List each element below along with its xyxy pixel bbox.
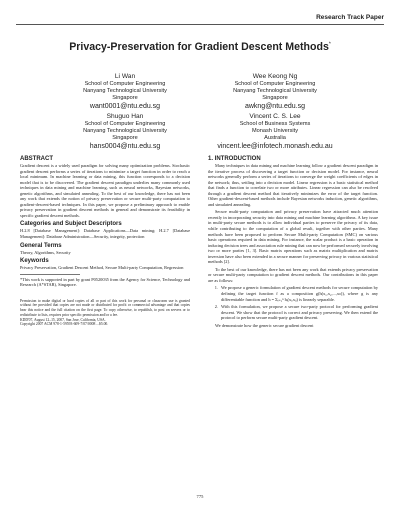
author-block: [40, 73, 210, 111]
left-column: [20, 155, 190, 327]
author-name: Shuguo Han: [106, 113, 144, 120]
funding-footnote: *This work is supported in part by grant P0520035 from the Agency for Science, Technology and Research (A*STAR), Singapore.: [20, 276, 190, 288]
item-number: 1.: [214, 285, 218, 291]
author-block: [190, 73, 360, 111]
author-dept: School of Computer Engineering: [84, 81, 166, 87]
author-name: Wee Keong Ng: [252, 73, 298, 80]
author-country: Australia: [264, 135, 286, 141]
author-email: vincent.lee@infotech.monash.edu.au: [217, 143, 333, 150]
author-email: hans0004@ntu.edu.sg: [89, 143, 161, 150]
author-block: [40, 113, 210, 151]
permission-notice: Permission to make digital or hard copies of all or part of this work for personal or classroom use is granted without fee provided that copies are not made or distributed for profit or commercial advantage and that copies bear this notice and the full citation on the first page. To copy otherwise, to republish, to post on servers or to redistribute to lists, requires prior specific permission and/or a fee.: [20, 298, 190, 317]
intro-paragraph-3: To the best of our knowledge, there has not been any work that extends privacy preservation or secure multi-party computation to gradient descent methods. Our contributions in this paper are as follows:: [208, 266, 378, 283]
item-number: 2.: [214, 304, 218, 310]
item-text: We propose a generic formulation of gradient descent methods for secure computation by defining the target function f as a composition g(h(x₁,x₂,...,xₙ)), where g is any differentiable function and h = Σᵢ₌₁ⁿ hᵢ(xᵢ,xᵢᵢ) is linearly separable.: [221, 285, 378, 302]
author-org: Nanyang Technological University: [83, 128, 167, 134]
terms-text: Theory, Algorithms, Security: [20, 249, 71, 255]
categories-heading: Categories and Subject Descriptors: [20, 221, 122, 228]
abstract-heading: ABSTRACT: [20, 156, 53, 162]
author-block: [190, 113, 360, 151]
author-dept: School of Computer Engineering: [84, 121, 166, 127]
contribution-item: [208, 285, 378, 302]
intro-paragraph-4: We demonstrate how the generic secure gradient descent: [215, 322, 314, 328]
author-dept: School of Business Systems: [239, 121, 311, 127]
paper-title: [0, 41, 400, 53]
keywords-heading: Keywords: [20, 258, 49, 265]
author-name: Li Wan: [114, 73, 136, 80]
author-name: Vincent C. S. Lee: [249, 113, 301, 120]
permission-block: [20, 299, 190, 327]
author-org: Nanyang Technological University: [83, 88, 167, 94]
page-number: 775: [196, 494, 204, 499]
author-country: Singapore: [112, 95, 138, 101]
right-column: [208, 155, 378, 330]
track-label: Research Track Paper: [316, 14, 384, 21]
item-text: With this formulation, we propose a secure two-party protocol for performing gradient descent. We show that the protocol is correct and privacy preserving. We then extend the protocol to perform secure multi-party gradient descent.: [221, 304, 378, 321]
author-country: Singapore: [262, 95, 288, 101]
keywords-text: Privacy Preservation, Gradient Descent Method, Secure Multi-party Computation, Regression: [20, 265, 184, 271]
intro-paragraph-2: Secure multi-party computation and privacy preservation have attracted much attention recently in incorporating security into data mining and machine learning algorithms. A key issue in multi-party secure methods is to allow individual parties to preserve the privacy of its data, while contributing to the computation of a global result, together with other parties. Many methods have been proposed to perform Secure Multi-party Computation (SMC) on various basic operations required in data mining. For instance, the scalar product is a basic operation in inducing decision trees and association rule mining that can now be performed securely involving two or more parties [1, 3]. Basic matrix operations such as matrix multiplication and matrix inversion have also been extended in a secure manner for preserving privacy in various statistical methods [2].: [208, 209, 378, 265]
conference-line: KDD'07, August 12–15, 2007, San Jose, California, USA.: [20, 317, 106, 322]
abstract-text: Gradient descent is a widely used paradigm for solving many optimization problems. Stochastic gradient descent performs a series of iterations to minimize a target function in order to reach a local minimum. In machine learning or data mining, this function corresponds to a decision model that is to be discovered. The gradient descent paradigm underlies many commonly used techniques in data mining and machine learning, such as neural networks, Bayesian networks, genetic algorithms, and simulated annealing. To the best of our knowledge, there has not been any work that extends the notion of privacy preservation or secure multi-party computation to gradient-descent-based techniques. In this paper, we propose a preliminary approach to enable privacy preservation in gradient descent methods in general and demonstrate its feasibility in specific gradient descent methods.: [20, 163, 190, 218]
categories-text: H.2.8 [Database Management]: Database Applications—Data mining; H.2.7 [Database Management]: Database Administration—Security, integrity, protection: [20, 228, 190, 240]
author-country: Singapore: [112, 135, 138, 141]
title-text: Privacy-Preservation for Gradient Descent Methods: [69, 41, 329, 53]
contribution-item: [208, 304, 378, 321]
terms-heading: General Terms: [20, 242, 62, 249]
title-footnote-mark: *: [328, 41, 331, 48]
author-email: awkng@ntu.edu.sg: [244, 103, 306, 110]
intro-paragraph-1: Many techniques in data mining and machine learning follow a gradient descent paradigm in the iterative process of discovering a target function or decision model. For instance, neural networks generally perform a series of iterations to converge the weight coefficients of edges in the network; thus, settling into a decision model. Linear regression is a basic statistical method that finds a function to correlate two or more attributes. Linear regression can also be resolved through a gradient descent method that iteratively minimizes the error of the target function. Other gradient-descent-based methods include Bayesian networks induction, genetic algorithms, and simulated annealing.: [208, 163, 378, 207]
copyright-line: Copyright 2007 ACM 978-1-59593-609-7/07/0008 ...$5.00.: [20, 322, 109, 327]
introduction-heading: 1. INTRODUCTION: [208, 156, 261, 162]
author-org: Nanyang Technological University: [233, 88, 317, 94]
header-rule: [16, 24, 384, 25]
spacer: [20, 290, 190, 299]
author-org: Monash University: [251, 128, 298, 134]
footnote-rule: [20, 274, 80, 275]
author-dept: School of Computer Engineering: [234, 81, 316, 87]
author-email: want0001@ntu.edu.sg: [89, 103, 161, 110]
